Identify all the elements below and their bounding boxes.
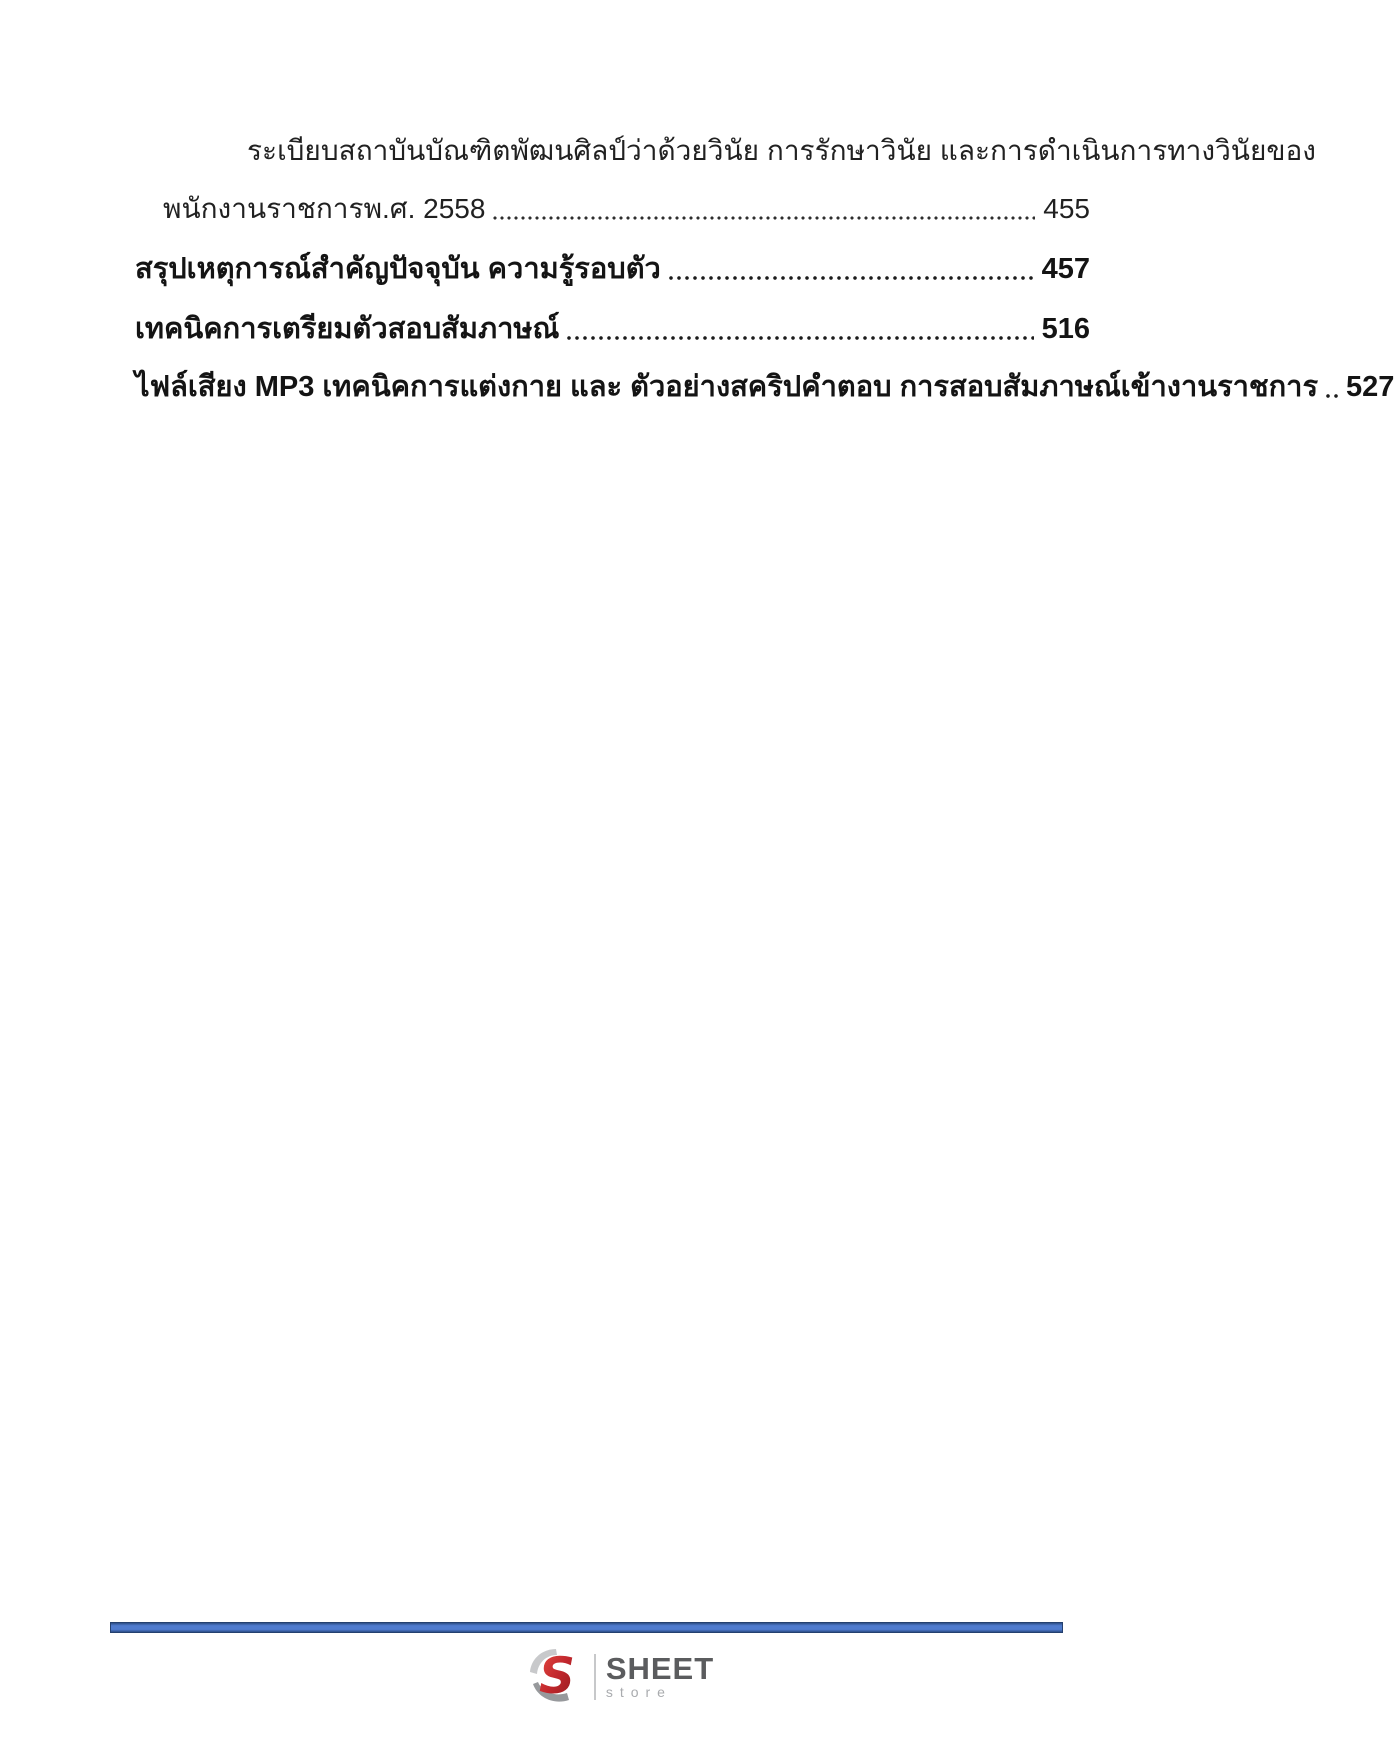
toc-entry-text: ระเบียบสถาบันบัณฑิตพัฒนศิลป์ว่าด้วยวินัย การรักษาวินัย และการดำเนินการทางวินัยของ [247,135,1316,166]
dot-leader [493,216,1035,220]
dot-leader [567,336,1033,340]
toc-entry-wrapped-line1 [135,130,1316,174]
toc-page-number: 455 [1043,193,1090,224]
toc-entry-text: ไฟล์เสียง MP3 เทคนิคการแต่งกาย และ ตัวอย่างสคริปคำตอบ การสอบสัมภาษณ์เข้างานราชการ [135,371,1319,403]
brand-name: SHEET [605,1651,715,1686]
toc-entry [135,248,1090,292]
toc-entry [135,366,1394,410]
sheet-store-s-icon [526,1646,588,1708]
toc-page-number: 527 [1346,371,1394,403]
toc-entry-text: พนักงานราชการพ.ศ. 2558 [163,193,486,224]
logo-divider [594,1654,596,1700]
toc-entry [135,188,1090,232]
dot-leader [669,276,1034,280]
logo-text [605,1651,715,1700]
toc-page-number: 516 [1041,313,1090,345]
logo-letter: S [538,1647,575,1705]
dot-leader [1326,394,1338,398]
toc-page-number: 457 [1041,253,1090,285]
footer-logo [0,1646,1240,1708]
footer-divider-bar [110,1622,1063,1633]
toc-entry [135,308,1090,352]
brand-subtitle: store [605,1684,672,1700]
toc-entry-text: สรุปเหตุการณ์สำคัญปัจจุบัน ความรู้รอบตัว [135,253,661,285]
toc-entry-text: เทคนิคการเตรียมตัวสอบสัมภาษณ์ [135,313,560,345]
